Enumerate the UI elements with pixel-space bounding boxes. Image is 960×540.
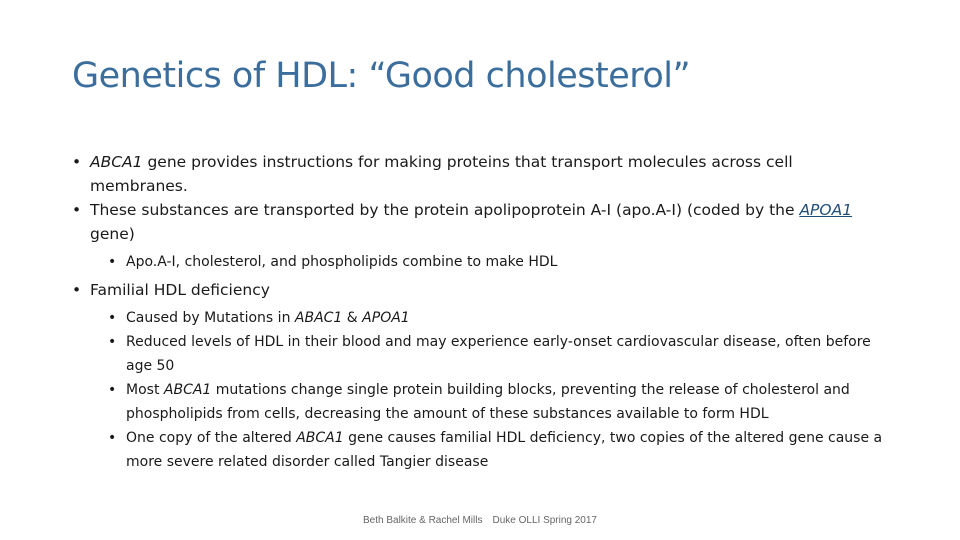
gene-name: APOA1 <box>362 310 410 326</box>
bullet-text: & <box>342 310 363 326</box>
bullet-dot: • <box>108 310 117 326</box>
bullet-text: Familial HDL deficiency <box>90 281 270 299</box>
bullet-dot: • <box>108 430 117 446</box>
bullet-dot: • <box>108 334 117 350</box>
sub-bullet-mutations <box>72 306 892 330</box>
gene-link-apoa1[interactable]: APOA1 <box>799 201 853 219</box>
bullet-text: gene provides instructions for making proteins that transport molecules across cell membranes. <box>90 153 793 195</box>
bullet-text: Most <box>126 382 164 398</box>
gene-name: ABCA1 <box>163 382 212 398</box>
bullet-text: mutations change single protein building blocks, preventing the release of cholesterol and phospholipids from cells, decreasing the amount of these substances available to form HDL <box>126 382 850 422</box>
footer-event: Duke OLLI Spring 2017 <box>492 515 597 526</box>
bullet-familial <box>72 278 892 302</box>
bullet-abca1 <box>72 150 892 198</box>
bullet-list <box>72 150 892 474</box>
bullet-dot: • <box>72 281 82 299</box>
sub-bullet-hdl <box>72 250 892 274</box>
bullet-dot: • <box>108 254 117 270</box>
bullet-transport <box>72 198 892 246</box>
bullet-dot: • <box>72 201 82 219</box>
slide-title: Genetics of HDL: “Good cholesterol” <box>72 56 691 96</box>
bullet-text: These substances are transported by the protein apolipoprotein A-I (apo.A-I) (coded by the <box>90 201 800 219</box>
sub-bullet-most <box>72 378 892 426</box>
sub-bullet-copies <box>72 426 892 474</box>
bullet-text: gene causes familial HDL deficiency, two copies of the altered gene cause a more severe related disorder called Tangier disease <box>126 430 883 470</box>
bullet-text: One copy of the altered <box>126 430 297 446</box>
bullet-dot: • <box>108 382 117 398</box>
slide-footer <box>0 515 960 526</box>
gene-name: ABAC1 <box>294 310 343 326</box>
bullet-text: Reduced levels of HDL in their blood and may experience early-onset cardiovascular disease, often before age 50 <box>126 334 871 374</box>
gene-name: ABCA1 <box>90 153 143 171</box>
footer-authors: Beth Balkite & Rachel Mills <box>362 515 483 526</box>
bullet-text: Apo.A-I, cholesterol, and phospholipids combine to make HDL <box>126 254 558 270</box>
bullet-text: Caused by Mutations in <box>126 310 295 326</box>
gene-name: ABCA1 <box>296 430 344 446</box>
bullet-dot: • <box>72 153 82 171</box>
sub-bullet-reduced <box>72 330 892 378</box>
bullet-text: gene) <box>90 225 135 243</box>
